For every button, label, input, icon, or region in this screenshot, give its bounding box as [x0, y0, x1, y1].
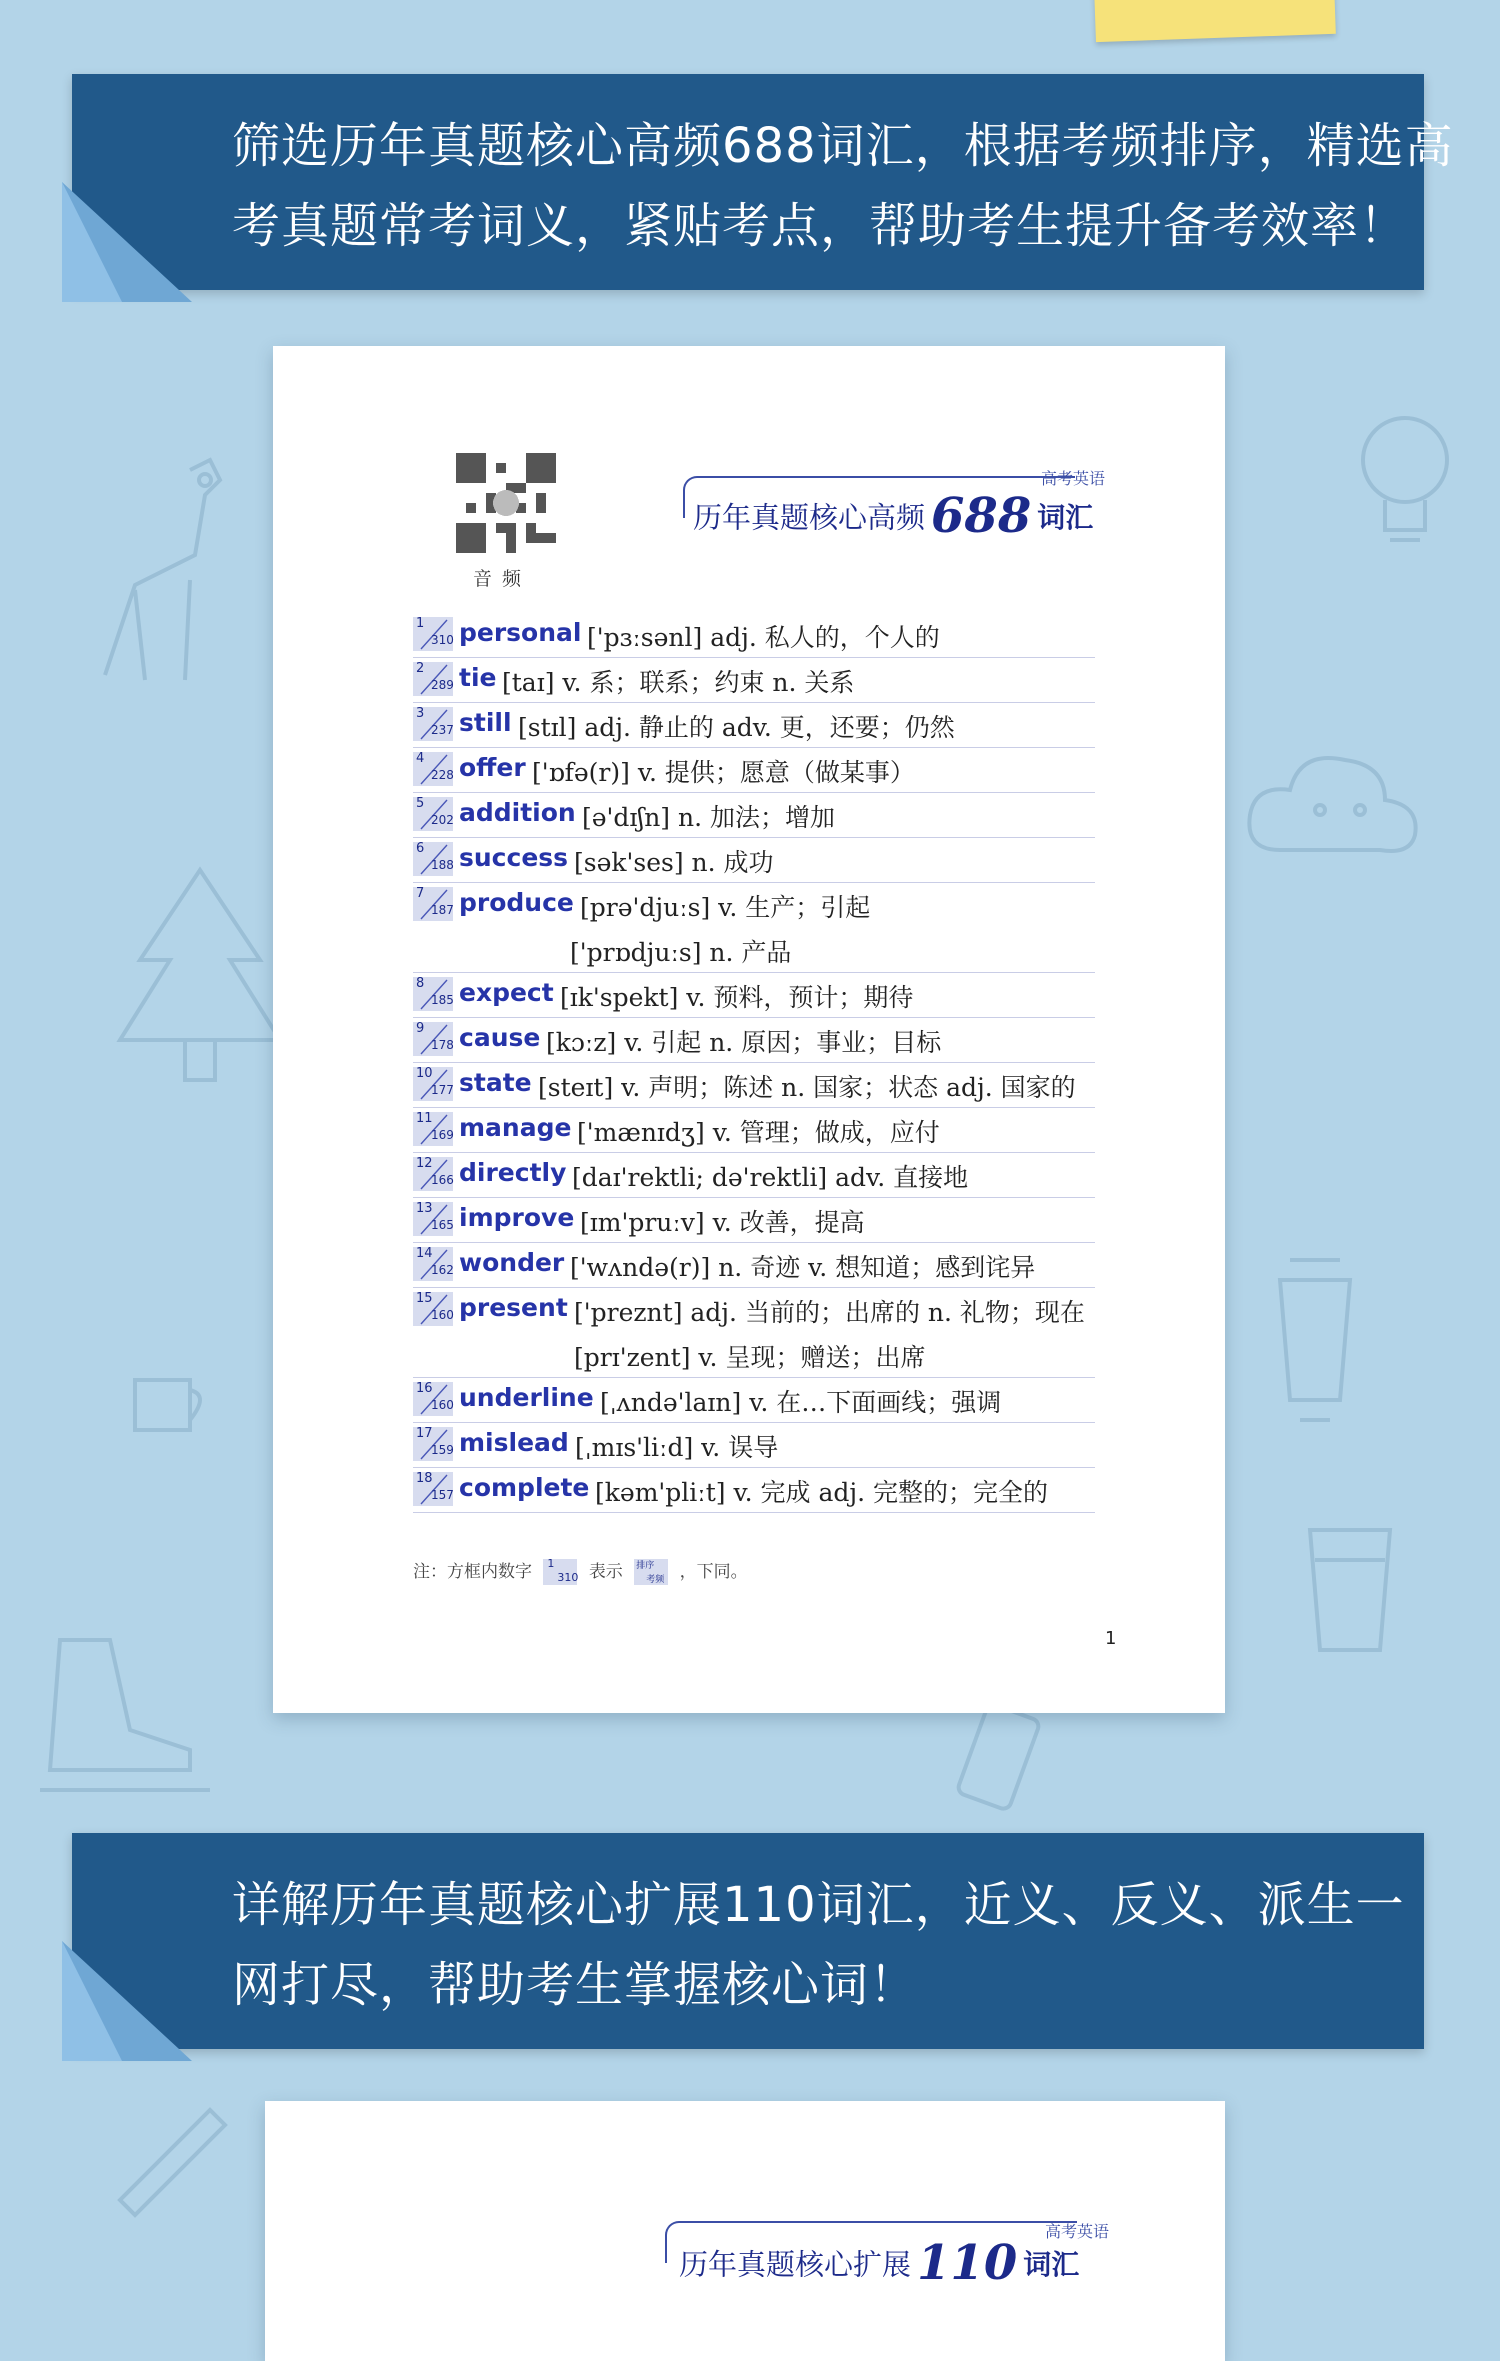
banner2-text-line-2: 网打尽，帮助考生掌握核心词！ — [232, 1957, 919, 2013]
banner-fold-icon — [62, 182, 192, 302]
rank-number: 17 — [416, 1425, 433, 1441]
sticky-note — [1094, 0, 1336, 42]
headword: mislead — [459, 1428, 569, 1457]
frequency-number: 188 — [431, 857, 454, 872]
vocab-entry — [413, 612, 1095, 658]
rank-frequency-badge — [413, 1112, 453, 1146]
page-title — [693, 488, 1093, 544]
frequency-number: 237 — [431, 722, 454, 737]
frequency-number: 310 — [431, 632, 454, 647]
headword: directly — [459, 1158, 567, 1187]
rank-frequency-badge — [413, 1427, 453, 1461]
vocab-entry — [413, 1197, 1095, 1243]
frequency-number: 289 — [431, 677, 454, 692]
title2-number: 110 — [917, 2235, 1018, 2291]
rank-frequency-badge — [413, 887, 453, 921]
vocab-entry — [413, 1377, 1095, 1423]
headword: personal — [459, 618, 582, 647]
vocab-entry — [413, 792, 1095, 838]
vocab-entry — [413, 882, 1095, 973]
definition: [ɪm'pruːv] v. 改善，提高 — [580, 1208, 865, 1237]
vocab-entry — [413, 1422, 1095, 1468]
title-number: 688 — [931, 488, 1032, 544]
rank-frequency-badge — [413, 752, 453, 786]
note-legend-badge — [634, 1559, 668, 1585]
vocab-entry — [413, 837, 1095, 883]
headword: manage — [459, 1113, 572, 1142]
headword: complete — [459, 1473, 590, 1502]
frequency-number: 228 — [431, 767, 454, 782]
rank-number: 16 — [416, 1380, 433, 1396]
vocab-entry — [413, 1062, 1095, 1108]
rank-number: 1 — [416, 615, 425, 631]
definition: [ˌmɪs'liːd] v. 误导 — [575, 1433, 779, 1462]
headword: produce — [459, 888, 574, 917]
rank-number: 11 — [416, 1110, 433, 1126]
rank-frequency-badge — [413, 1472, 453, 1506]
rank-number: 13 — [416, 1200, 433, 1216]
definition: [steɪt] v. 声明；陈述 n. 国家；状态 adj. 国家的 — [538, 1073, 1076, 1102]
title-prefix: 历年真题核心高频 — [693, 500, 926, 535]
frequency-number: 185 — [431, 992, 454, 1007]
definition: ['ɒfə(r)] v. 提供；愿意（做某事） — [532, 758, 915, 787]
headword: present — [459, 1293, 568, 1322]
vocab-entry — [413, 1017, 1095, 1063]
phone-doodle-icon — [950, 1700, 1050, 1820]
qr-label: 音频 — [473, 568, 532, 590]
frequency-number: 160 — [431, 1397, 454, 1412]
definition: ['preznt] adj. 当前的；出席的 n. 礼物；现在 — [574, 1298, 1085, 1327]
frequency-number: 159 — [431, 1442, 454, 1457]
headword: addition — [459, 798, 576, 827]
rank-number: 10 — [416, 1065, 433, 1081]
frequency-number: 166 — [431, 1172, 454, 1187]
qr-code-icon — [456, 453, 556, 553]
frequency-number: 178 — [431, 1037, 454, 1052]
rank-frequency-badge — [413, 797, 453, 831]
vocab-entry — [413, 657, 1095, 703]
pencil-doodle-icon — [100, 2090, 240, 2220]
note-suffix: ，下同。 — [679, 1562, 748, 1582]
rank-frequency-badge — [413, 1292, 453, 1326]
definition: ['mænɪdʒ] v. 管理；做成，应付 — [577, 1118, 940, 1147]
lantern-doodle-icon — [1240, 1240, 1390, 1440]
vocab-entry — [413, 972, 1095, 1018]
vocab-entry — [413, 1287, 1095, 1378]
frequency-number: 157 — [431, 1487, 454, 1502]
cup-doodle-icon — [1290, 1510, 1410, 1660]
definition: [kɔːz] v. 引起 n. 原因；事业；目标 — [546, 1028, 942, 1057]
note-example-badge — [543, 1559, 577, 1585]
definition: [ə'dɪʃn] n. 加法；增加 — [582, 803, 836, 832]
rank-frequency-badge — [413, 1022, 453, 1056]
definition: [daɪ'rektli; də'rektli] adv. 直接地 — [572, 1163, 969, 1192]
definition: [sək'ses] n. 成功 — [574, 848, 774, 877]
frequency-number: 169 — [431, 1127, 454, 1142]
definition-continued: [prɪ'zent] v. 呈现；赠送；出席 — [574, 1343, 926, 1372]
definition: [ɪk'spekt] v. 预料，预计；期待 — [560, 983, 914, 1012]
definition: [kəm'pliːt] v. 完成 adj. 完整的；完全的 — [595, 1478, 1048, 1507]
rank-frequency-badge — [413, 1382, 453, 1416]
mug-doodle-icon — [120, 1360, 220, 1450]
frequency-number: 165 — [431, 1217, 454, 1232]
header-subject: 高考英语 — [1041, 469, 1106, 488]
headword: tie — [459, 663, 497, 692]
definition: [stɪl] adj. 静止的 adv. 更，还要；仍然 — [518, 713, 955, 742]
definition: ['wʌndə(r)] n. 奇迹 v. 想知道；感到诧异 — [570, 1253, 1036, 1282]
banner2-text-line-1: 详解历年真题核心扩展110词汇，近义、反义、派生一 — [232, 1877, 1405, 1933]
christmas-tree-doodle-icon — [110, 860, 290, 1110]
headword: cause — [459, 1023, 541, 1052]
rank-number: 15 — [416, 1290, 433, 1306]
rank-frequency-badge — [413, 977, 453, 1011]
frequency-number: 202 — [431, 812, 454, 827]
note-legend-top: 排序 — [636, 1561, 655, 1571]
skate-doodle-icon — [20, 1620, 220, 1810]
rank-frequency-badge — [413, 1202, 453, 1236]
lightbulb-doodle-icon — [1340, 400, 1470, 570]
banner-fold-icon — [62, 1941, 192, 2061]
frequency-number: 162 — [431, 1262, 454, 1277]
vocab-entry — [413, 747, 1095, 793]
note-badge-freq: 310 — [557, 1571, 579, 1584]
sample-page-688 — [273, 346, 1225, 1713]
banner-text-line-2: 考真题常考词义，紧贴考点，帮助考生提升备考效率！ — [232, 198, 1409, 254]
rank-frequency-badge — [413, 1157, 453, 1191]
title2-suffix: 词汇 — [1023, 2248, 1080, 2281]
definition: [prə'djuːs] v. 生产；引起 — [580, 893, 871, 922]
intro-banner-110 — [72, 1833, 1424, 2049]
rank-number: 3 — [416, 705, 425, 721]
rank-number: 7 — [416, 885, 425, 901]
title-suffix: 词汇 — [1037, 501, 1094, 534]
header-subject-2: 高考英语 — [1045, 2222, 1110, 2241]
headword: wonder — [459, 1248, 565, 1277]
intro-banner-688 — [72, 74, 1454, 290]
vocab-entry — [413, 702, 1095, 748]
frequency-number: 177 — [431, 1082, 454, 1097]
rank-number: 18 — [416, 1470, 433, 1486]
title2-prefix: 历年真题核心扩展 — [679, 2247, 912, 2282]
rank-number: 8 — [416, 975, 425, 991]
vocab-entry — [413, 1467, 1095, 1513]
rank-frequency-badge — [413, 707, 453, 741]
rank-frequency-badge — [413, 617, 453, 651]
headword: expect — [459, 978, 554, 1007]
rank-frequency-badge — [413, 1067, 453, 1101]
note-legend-bottom: 考频 — [646, 1575, 665, 1585]
rank-number: 5 — [416, 795, 425, 811]
vocab-entry — [413, 1242, 1095, 1288]
vocab-entry — [413, 1152, 1095, 1198]
note-prefix: 注：方框内数字 — [413, 1562, 532, 1582]
page2-title — [679, 2235, 1079, 2291]
definition: [ˌʌndə'laɪn] v. 在…下面画线；强调 — [600, 1388, 1002, 1417]
headword: state — [459, 1068, 532, 1097]
note-mid: 表示 — [588, 1562, 623, 1582]
rank-number: 2 — [416, 660, 425, 676]
frequency-number: 187 — [431, 902, 454, 917]
headword: underline — [459, 1383, 594, 1412]
banner-text-line-1: 筛选历年真题核心高频688词汇，根据考频排序，精选高 — [232, 118, 1454, 174]
giraffe-doodle-icon — [40, 450, 250, 710]
headword: success — [459, 843, 569, 872]
rank-frequency-badge — [413, 662, 453, 696]
rank-number: 12 — [416, 1155, 433, 1171]
rank-number: 4 — [416, 750, 425, 766]
frequency-number: 160 — [431, 1307, 454, 1322]
page-number: 1 — [1105, 1628, 1117, 1649]
rank-frequency-badge — [413, 842, 453, 876]
headword: improve — [459, 1203, 575, 1232]
headword: offer — [459, 753, 526, 782]
rank-number: 9 — [416, 1020, 425, 1036]
rank-frequency-badge — [413, 1247, 453, 1281]
definition-continued: ['prɒdjuːs] n. 产品 — [570, 938, 792, 967]
headword: still — [459, 708, 512, 737]
definition: [taɪ] v. 系；联系；约束 n. 关系 — [502, 668, 855, 697]
footnote — [413, 1557, 748, 1585]
definition: ['pɜːsənl] adj. 私人的，个人的 — [587, 623, 940, 652]
rank-number: 6 — [416, 840, 425, 856]
cloud-face-doodle-icon — [1240, 740, 1440, 890]
note-badge-rank: 1 — [547, 1557, 555, 1570]
rank-number: 14 — [416, 1245, 433, 1261]
sample-page-110 — [265, 2101, 1225, 2361]
vocab-entry — [413, 1107, 1095, 1153]
